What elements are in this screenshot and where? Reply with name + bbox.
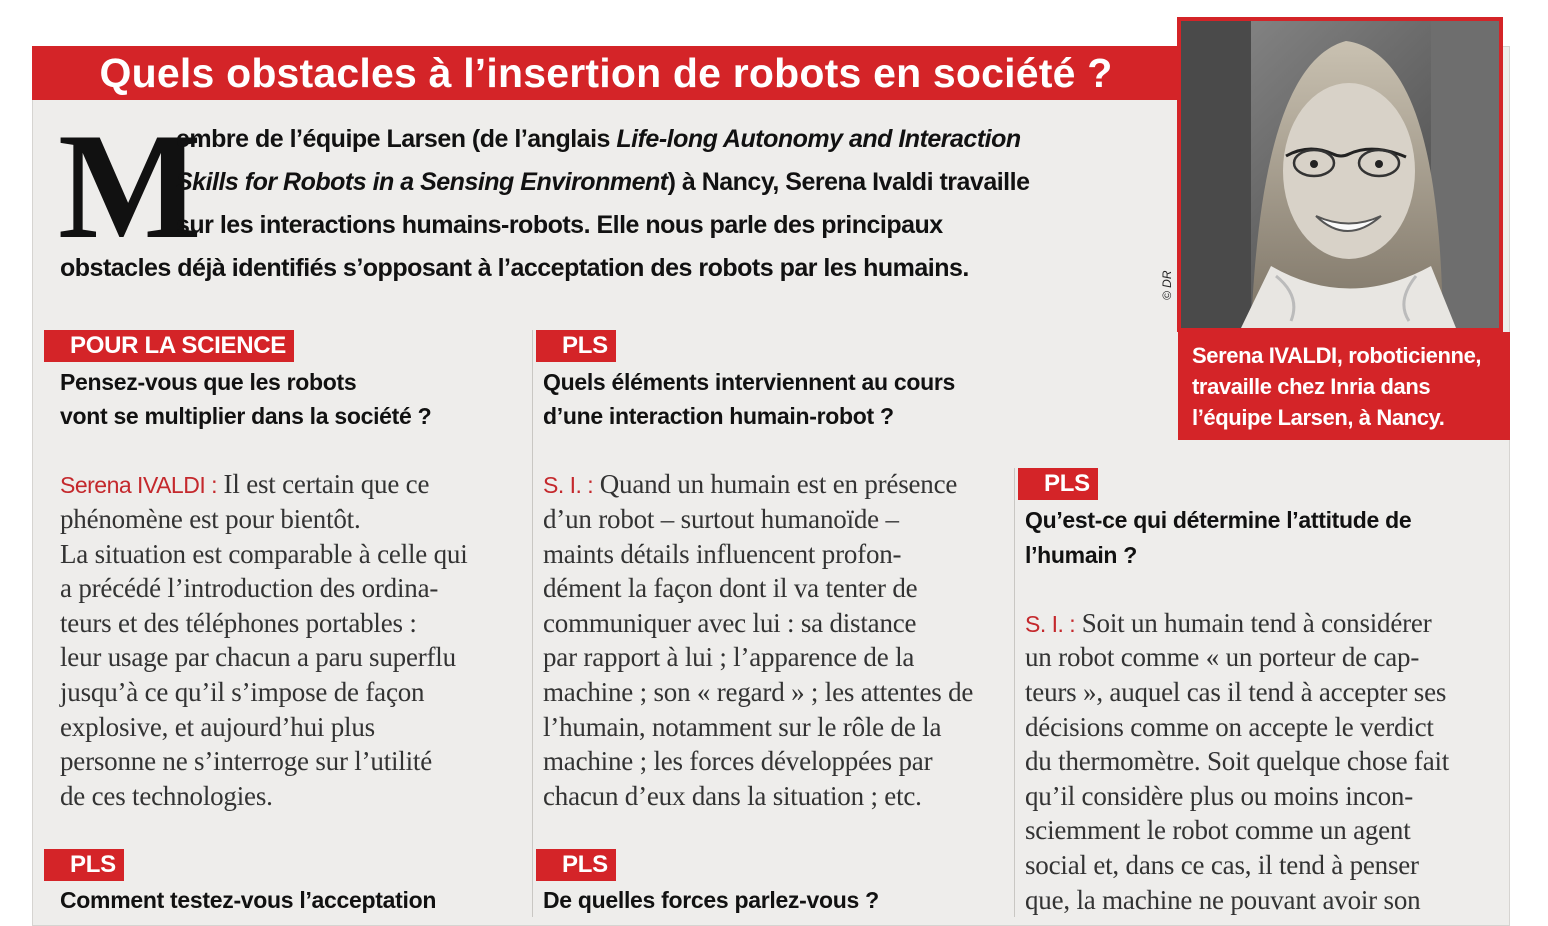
answer-line: teurs », auquel cas il tend à accepter ses	[1025, 677, 1447, 707]
portrait-photo	[1177, 17, 1503, 332]
question-line: Comment testez-vous l’acceptation	[60, 887, 437, 913]
answer-line: sciemment le robot comme un agent	[1025, 815, 1411, 845]
intro-line-1: embre de l’équipe Larsen (de l’anglais Life-long Autonomy and Interaction	[176, 125, 1021, 153]
photo-credit: © DR	[1160, 270, 1174, 300]
answer-line: par rapport à lui ; l’apparence de la	[543, 642, 915, 672]
question-line: l’humain ?	[1025, 542, 1138, 568]
intro-line-4: obstacles déjà identifiés s’opposant à l’acceptation des robots par les humains.	[60, 254, 969, 282]
answer-line: teurs et des téléphones portables :	[60, 608, 417, 638]
answer-line: S. I. : Quand un humain est en présence	[543, 469, 958, 499]
answer-line: jusqu’à ce qu’il s’impose de façon	[60, 677, 425, 707]
answer-line: machine ; son « regard » ; les attentes de	[543, 677, 974, 707]
section-tag: PLS	[44, 849, 124, 881]
section-tag: PLS	[536, 849, 616, 881]
answer-line: chacun d’eux dans la situation ; etc.	[543, 781, 922, 811]
answer-line: S. I. : Soit un humain tend à considérer	[1025, 608, 1432, 638]
photo-caption	[1192, 340, 1481, 433]
answer-line: communiquer avec lui : sa distance	[543, 608, 917, 638]
question-line: vont se multiplier dans la société ?	[60, 403, 432, 429]
speaker-label: S. I. :	[1025, 611, 1076, 637]
portrait-image	[1181, 21, 1499, 328]
caption-line: travaille chez Inria dans	[1192, 374, 1431, 399]
column-divider	[1014, 468, 1015, 917]
answer-line: du thermomètre. Soit quelque chose fait	[1025, 746, 1450, 776]
question-line: Quels éléments interviennent au cours	[543, 369, 955, 395]
speaker-label: S. I. :	[543, 472, 594, 498]
caption-line: Serena IVALDI, roboticienne,	[1192, 343, 1482, 368]
caption-line: l’équipe Larsen, à Nancy.	[1192, 405, 1445, 430]
answer-line: dément la façon dont il va tenter de	[543, 573, 918, 603]
section-tag: POUR LA SCIENCE	[44, 330, 294, 362]
column-divider	[532, 330, 533, 917]
answer-line: machine ; les forces développées par	[543, 746, 933, 776]
title-bar	[32, 46, 1180, 100]
answer-line: de ces technologies.	[60, 781, 273, 811]
answer-line: phénomène est pour bientôt.	[60, 504, 361, 534]
answer-line: d’un robot – surtout humanoïde –	[543, 504, 899, 534]
intro-line-2: Skills for Robots in a Sensing Environment) à Nancy, Serena Ivaldi travaille	[176, 168, 1030, 196]
speaker-label: Serena IVALDI :	[60, 472, 217, 498]
section-tag: PLS	[1018, 468, 1098, 500]
answer-line: que, la machine ne pouvant avoir son	[1025, 885, 1421, 915]
answer-line: décisions comme on accepte le verdict	[1025, 712, 1434, 742]
answer-line: qu’il considère plus ou moins incon-	[1025, 781, 1413, 811]
question-line: De quelles forces parlez-vous ?	[543, 887, 879, 913]
section-tag: PLS	[536, 330, 616, 362]
drop-cap: M	[58, 102, 202, 270]
answer-line: Serena IVALDI : Il est certain que ce	[60, 469, 430, 499]
answer-line: explosive, et aujourd’hui plus	[60, 712, 375, 742]
question-line: Pensez-vous que les robots	[60, 369, 357, 395]
answer-line: maints détails influencent profon-	[543, 539, 902, 569]
answer-line: a précédé l’introduction des ordina-	[60, 573, 439, 603]
question-line: Qu’est-ce qui détermine l’attitude de	[1025, 507, 1412, 533]
answer-line: un robot comme « un porteur de cap-	[1025, 642, 1420, 672]
article-title: Quels obstacles à l’insertion de robots en société ?	[99, 50, 1113, 96]
answer-line: leur usage par chacun a paru superflu	[60, 642, 456, 672]
question-line: d’une interaction humain-robot ?	[543, 403, 894, 429]
intro-line-3: sur les interactions humains-robots. Elle nous parle des principaux	[176, 211, 943, 239]
answer-line: social et, dans ce cas, il tend à penser	[1025, 850, 1419, 880]
answer-line: La situation est comparable à celle qui	[60, 539, 468, 569]
answer-line: personne ne s’interroge sur l’utilité	[60, 746, 432, 776]
photo-caption-box	[1178, 332, 1510, 440]
answer-line: l’humain, notamment sur le rôle de la	[543, 712, 942, 742]
